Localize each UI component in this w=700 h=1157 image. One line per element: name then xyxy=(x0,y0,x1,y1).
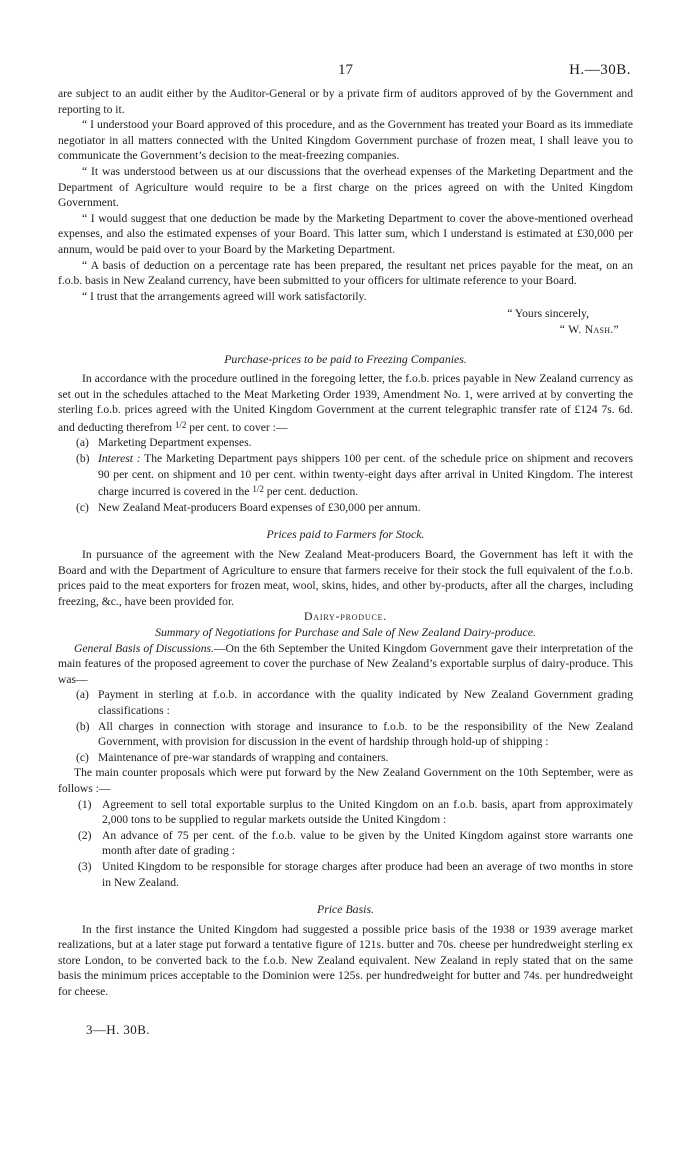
page-header xyxy=(58,0,633,86)
list-item-text: Payment in sterling at f.o.b. in accordance with the quality indicated by New Zealand Government grading classifications : xyxy=(98,688,633,717)
list-item xyxy=(58,435,633,451)
purchase-prices-section xyxy=(58,371,633,515)
purchase-intro-tail: per cent. to cover :— xyxy=(189,420,288,434)
letter-paragraph: “ I understood your Board approved of this procedure, and as the Government has treated your Board as its immediate negotiator in all matters connected with the United Kingdom Government purchase of frozen meat, I shall leave you to communicate the Government’s decision to the meat-freezing companies. xyxy=(58,118,633,163)
dairy-summary-heading: Summary of Negotiations for Purchase and Sale of New Zealand Dairy-produce. xyxy=(155,625,536,639)
signature-mark: 3—H. 30B. xyxy=(86,1021,150,1037)
list-item-text: Agreement to sell total exportable surplus to the United Kingdom on an f.o.b. basis, apart from approximately 2,000 tons to be supplied to regular markets outside the United Kingdom : xyxy=(102,797,633,827)
list-item xyxy=(58,750,633,766)
letter-paragraph: “ I would suggest that one deduction be made by the Marketing Department to cover the above-mentioned overhead expenses, and also the estimated expenses of your Board. This latter sum, which I understand is estimated at £30,000 per annum, would be paid over to your Board by the Marketing Department. xyxy=(58,211,633,256)
fraction-half: 1/2 xyxy=(174,419,187,430)
list-item-text: United Kingdom to be responsible for storage charges after produce had been an average of two months in store in New Zealand. xyxy=(102,859,633,889)
list-marker: (b) xyxy=(76,452,90,466)
list-marker: (c) xyxy=(76,500,89,514)
list-item xyxy=(58,719,633,750)
list-item xyxy=(58,797,633,828)
basis-text: —On the 6th September the United Kingdom Government gave their interpretation of the main features of the proposed agreement to cover the purchase of New Zealand’s exportable surplus of dairy-produce. This was— xyxy=(58,641,633,686)
document-reference: H.—30B. xyxy=(569,62,631,78)
list-item-text-tail: per cent. deduction. xyxy=(266,485,359,499)
list-marker: (c) xyxy=(76,750,89,764)
list-item-text: The Marketing Department pays shippers 100 per cent. of the schedule price on shipment and recovers 90 per cent. on shipment and 10 per cent. within twenty-eight days after arrival in United Kingdom. The interest charge incurred is covered in the xyxy=(98,452,633,499)
list-item xyxy=(58,828,633,859)
price-basis-paragraph: In the first instance the United Kingdom had suggested a possible price basis of the 1938 or 1939 average market realizations, but at a later stage put forward a tentative figure of 121s. butter and 70s. cheese per hundredweight sterling ex store London, to be converted back to the f.o.b. New Zealand equivalent. New Zealand in reply stated that on the same basis the minimum prices acceptable to the Dominion were 125s. per hundredweight for butter and 74s. per hundredweight for cheese. xyxy=(58,922,633,999)
document-page xyxy=(58,0,633,1037)
letter-paragraph: are subject to an audit either by the Auditor-General or by a private firm of auditors approved of by the Government and reporting to it. xyxy=(58,87,633,116)
list-marker: (2) xyxy=(78,828,92,842)
basis-list xyxy=(58,687,633,765)
list-item-text: New Zealand Meat-producers Board expenses of £30,000 per annum. xyxy=(98,500,421,514)
letter-continuation xyxy=(58,86,633,338)
list-item-text: Maintenance of pre-war standards of wrapping and containers. xyxy=(98,750,389,764)
counter-list xyxy=(58,797,633,891)
list-item-text: Marketing Department expenses. xyxy=(98,436,252,450)
price-basis-heading: Price Basis. xyxy=(316,902,374,917)
page-number: 17 xyxy=(338,62,353,78)
list-item xyxy=(58,500,633,516)
list-item-text: All charges in connection with storage and insurance to f.o.b. to be the responsibility of the New Zealand Government, with provision for discussion in the event of hardship through hold-up of shipping : xyxy=(98,719,633,749)
list-item xyxy=(58,451,633,500)
letter-paragraph: “ It was understood between us at our discussions that the overhead expenses of the Marketing Department and the Department of Agriculture would require to be a first charge on the prices agreed on with the United Kingdom Government. xyxy=(58,164,633,210)
fraction-half: 1/2 xyxy=(252,484,264,495)
letter-paragraph: “ A basis of deduction on a percentage rate has been prepared, the resultant net prices payable for the meat, on an f.o.b. basis in New Zealand currency, have been submitted to your officers for ultimate reference to your Board. xyxy=(58,258,633,288)
letter-signature: “ W. Nash.” xyxy=(559,322,619,336)
list-marker: (a) xyxy=(76,436,89,450)
list-marker: (1) xyxy=(78,797,92,811)
list-marker: (3) xyxy=(78,859,92,873)
list-marker: (a) xyxy=(76,688,89,702)
list-item-text: An advance of 75 per cent. of the f.o.b. value to be given by the United Kingdom against store warrants one month after date of grading : xyxy=(102,828,633,858)
dairy-section-title: Dairy-produce. xyxy=(303,609,388,624)
letter-paragraph: “ I trust that the arrangements agreed will work satisfactorily. xyxy=(82,289,367,303)
basis-label: General Basis of Discussions. xyxy=(74,641,214,655)
purchase-prices-heading: Purchase-prices to be paid to Freezing Companies. xyxy=(224,351,467,366)
counter-intro: The main counter proposals which were put forward by the New Zealand Government on the 10th September, were as follows :— xyxy=(58,766,633,795)
list-item xyxy=(58,859,633,890)
purchase-intro: In accordance with the procedure outlined in the foregoing letter, the f.o.b. prices payable in New Zealand currency as set out in the schedules attached to the Meat Marketing Order 1939, Amendment No. 1, were arrived at by converting the sterling f.o.b. prices agreed with the United Kingdom Government at the current telegraphic transfer rate of £124 7s. 6d. and deducting therefrom xyxy=(58,372,633,434)
list-item xyxy=(58,687,633,718)
farmers-prices-heading: Prices paid to Farmers for Stock. xyxy=(266,527,425,542)
list-marker: (b) xyxy=(76,719,90,733)
farmers-paragraph: In pursuance of the agreement with the New Zealand Meat-producers Board, the Government has left it with the Board and with the Department of Agriculture to ensure that farmers receive for their stock the full equivalent of the f.o.b. prices paid to the meat exporters for frozen meat, wool, skins, hides, and other by-products, after all the charges, including freezing, &c., have been provided for. xyxy=(58,548,633,608)
letter-closing: “ Yours sincerely, xyxy=(507,307,589,321)
list-item-label: Interest : xyxy=(98,452,141,466)
